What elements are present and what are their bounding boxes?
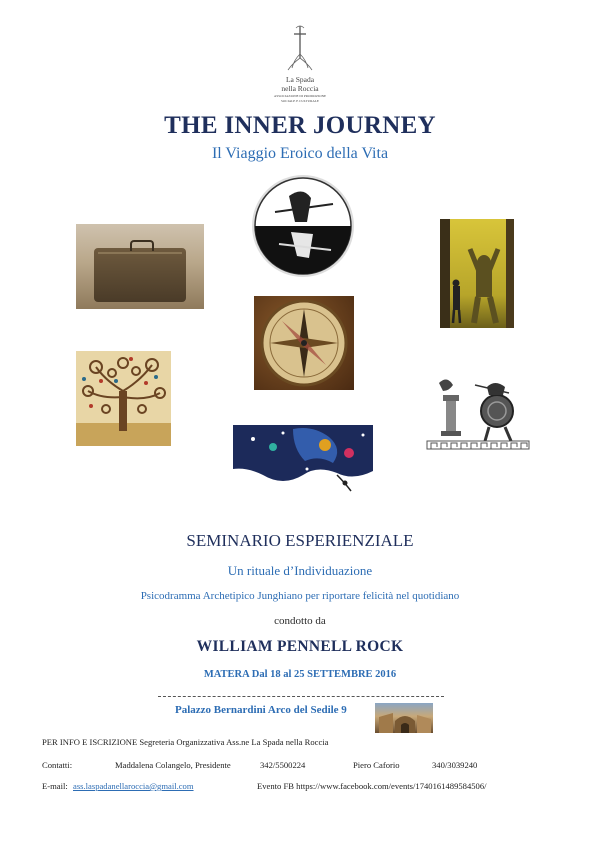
seminar-description: Psicodramma Archetipico Junghiano per riportare felicità nel quotidiano [140, 590, 460, 602]
seminar-heading: SEMINARIO ESPERIENZIALE [186, 531, 414, 550]
info-registration-line: PER INFO E ISCRIZIONE Segreteria Organizzativa Ass.ne La Spada nella Roccia [42, 737, 329, 747]
greek-warrior-illustration [425, 373, 531, 453]
logo-name-line1: La Spada [285, 75, 315, 84]
contact1-name: Maddalena Colangelo, Presidente [115, 760, 231, 770]
logo-tagline-line1: ASSOCIAZIONE DI PROMOZIONE [273, 94, 327, 98]
cosmic-journey-illustration [233, 425, 373, 495]
page-subtitle: Il Viaggio Eroico della Vita [211, 145, 389, 162]
contacts-label: Contatti: [42, 760, 73, 770]
dashed-divider [158, 696, 444, 697]
contact2-name: Piero Caforio [353, 760, 400, 770]
leader-name: WILLIAM PENNELL ROCK [196, 638, 404, 655]
contact1-phone: 342/5500224 [260, 760, 306, 770]
led-by-label: condotto da [274, 615, 326, 627]
email-link[interactable]: ass.laspadanellaroccia@gmail.com [73, 781, 194, 791]
venue-photo [375, 703, 433, 733]
hero-emblem-image [251, 174, 355, 278]
page-title: THE INNER JOURNEY [164, 112, 436, 139]
sword-in-stone-icon [270, 24, 330, 72]
tree-of-life-artwork [76, 351, 171, 446]
venue-address: Palazzo Bernardini Arco del Sedile 9 [175, 704, 347, 716]
silhouette-photo [440, 219, 514, 328]
logo-tagline-line2: SOCIALE E CULTURALE [281, 99, 319, 103]
facebook-event-link[interactable]: Evento FB https://www.facebook.com/events/1740161489584506/ [257, 781, 487, 791]
compass-photo [254, 296, 354, 390]
email-label: E-mail: [42, 781, 68, 791]
association-logo [270, 24, 330, 106]
suitcase-photo [76, 224, 204, 309]
logo-name-line2: nella Roccia [281, 84, 319, 93]
event-dates: MATERA Dal 18 al 25 SETTEMBRE 2016 [203, 669, 397, 680]
contact2-phone: 340/3039240 [432, 760, 478, 770]
ritual-subheading: Un rituale d’Individuazione [227, 563, 373, 578]
